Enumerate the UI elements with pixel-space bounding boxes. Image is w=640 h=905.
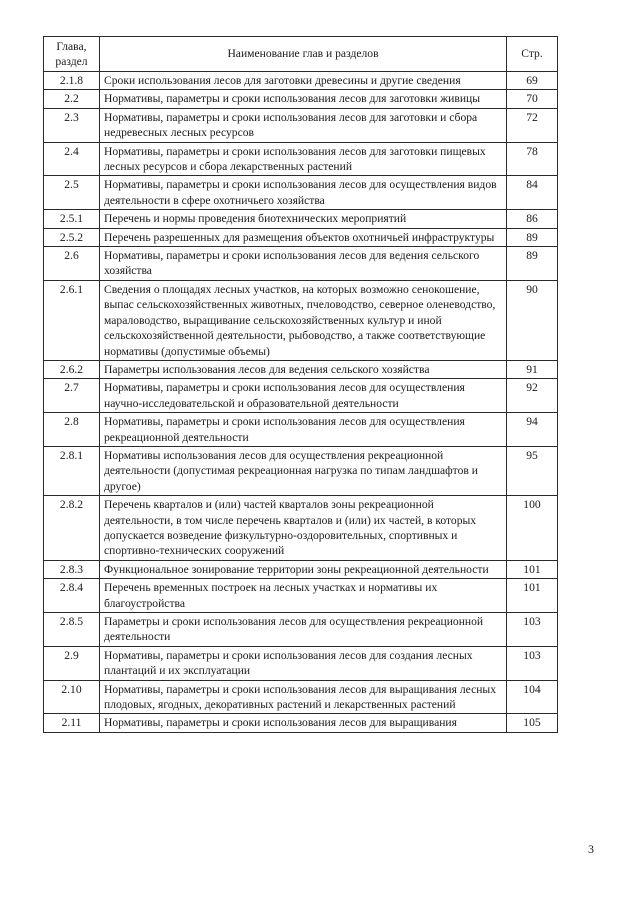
row-section-title: Нормативы, параметры и сроки использования лесов для создания лесных плантаций и их эксплуатации xyxy=(100,646,507,680)
row-section-number: 2.9 xyxy=(44,646,100,680)
row-section-number: 2.10 xyxy=(44,680,100,714)
row-section-title: Параметры и сроки использования лесов для осуществления рекреационной деятельности xyxy=(100,613,507,647)
row-page-number: 100 xyxy=(507,496,558,561)
row-section-title: Нормативы, параметры и сроки использования лесов для заготовки живицы xyxy=(100,90,507,108)
row-section-title: Нормативы, параметры и сроки использования лесов для заготовки и сбора недревесных лесных ресурсов xyxy=(100,108,507,142)
table-row xyxy=(44,446,558,495)
table-row xyxy=(44,379,558,413)
row-section-number: 2.6.1 xyxy=(44,280,100,360)
table-row xyxy=(44,579,558,613)
row-section-number: 2.5.1 xyxy=(44,210,100,228)
row-section-number: 2.8 xyxy=(44,413,100,447)
table-of-contents xyxy=(43,36,558,733)
row-page-number: 89 xyxy=(507,228,558,246)
row-page-number: 70 xyxy=(507,90,558,108)
header-page: Стр. xyxy=(507,37,558,72)
row-section-number: 2.5 xyxy=(44,176,100,210)
row-section-number: 2.4 xyxy=(44,142,100,176)
table-row xyxy=(44,176,558,210)
table-body xyxy=(44,72,558,733)
row-page-number: 104 xyxy=(507,680,558,714)
row-section-title: Нормативы использования лесов для осуществления рекреационной деятельности (допустимая рекреационная нагрузка по типам ландшафтов и другое) xyxy=(100,446,507,495)
row-section-title: Сведения о площадях лесных участков, на которых возможно сенокошение, выпас сельскохозяйственных животных, пчеловодство, северное оленеводство, мараловодство, выращивание сельскохозяйственных культур и иной сельскохозяйственной деятельности, рыбоводство, а также соответствующие нормативы (допустимые объемы) xyxy=(100,280,507,360)
row-section-number: 2.2 xyxy=(44,90,100,108)
row-section-number: 2.11 xyxy=(44,714,100,732)
row-page-number: 105 xyxy=(507,714,558,732)
table-row xyxy=(44,247,558,281)
row-section-number: 2.6.2 xyxy=(44,360,100,378)
row-section-title: Перечень временных построек на лесных участках и нормативы их благоустройства xyxy=(100,579,507,613)
row-page-number: 103 xyxy=(507,646,558,680)
table-row xyxy=(44,680,558,714)
row-section-title: Параметры использования лесов для ведения сельского хозяйства xyxy=(100,360,507,378)
table-row xyxy=(44,560,558,578)
table-row xyxy=(44,90,558,108)
row-page-number: 95 xyxy=(507,446,558,495)
row-section-title: Нормативы, параметры и сроки использования лесов для выращивания лесных плодовых, ягодных, декоративных растений и лекарственных растений xyxy=(100,680,507,714)
table-row xyxy=(44,280,558,360)
row-section-title: Перечень разрешенных для размещения объектов охотничьей инфраструктуры xyxy=(100,228,507,246)
row-page-number: 101 xyxy=(507,560,558,578)
table-row xyxy=(44,613,558,647)
table-row xyxy=(44,228,558,246)
row-section-number: 2.7 xyxy=(44,379,100,413)
row-page-number: 94 xyxy=(507,413,558,447)
row-section-number: 2.6 xyxy=(44,247,100,281)
row-page-number: 90 xyxy=(507,280,558,360)
row-section-number: 2.8.5 xyxy=(44,613,100,647)
table-row xyxy=(44,360,558,378)
row-section-title: Нормативы, параметры и сроки использования лесов для осуществления научно-исследовательской и образовательной деятельности xyxy=(100,379,507,413)
row-page-number: 72 xyxy=(507,108,558,142)
table-row xyxy=(44,646,558,680)
row-page-number: 101 xyxy=(507,579,558,613)
row-section-title: Функциональное зонирование территории зоны рекреационной деятельности xyxy=(100,560,507,578)
table-row xyxy=(44,72,558,90)
row-section-title: Перечень кварталов и (или) частей кварталов зоны рекреационной деятельности, в том числе перечень кварталов и (или) их частей, в которых допускается возведение физкультурно-оздоровительных, спортивных и спортивно-технических сооружений xyxy=(100,496,507,561)
header-title: Наименование глав и разделов xyxy=(100,37,507,72)
row-section-title: Нормативы, параметры и сроки использования лесов для выращивания xyxy=(100,714,507,732)
table-header-row xyxy=(44,37,558,72)
row-section-number: 2.8.3 xyxy=(44,560,100,578)
table-row xyxy=(44,714,558,732)
row-section-number: 2.1.8 xyxy=(44,72,100,90)
row-page-number: 91 xyxy=(507,360,558,378)
row-section-title: Сроки использования лесов для заготовки древесины и другие сведения xyxy=(100,72,507,90)
row-section-number: 2.8.4 xyxy=(44,579,100,613)
table-row xyxy=(44,108,558,142)
row-page-number: 78 xyxy=(507,142,558,176)
row-page-number: 92 xyxy=(507,379,558,413)
row-section-number: 2.8.2 xyxy=(44,496,100,561)
row-page-number: 89 xyxy=(507,247,558,281)
row-section-number: 2.3 xyxy=(44,108,100,142)
row-section-title: Нормативы, параметры и сроки использования лесов для осуществления рекреационной деятельности xyxy=(100,413,507,447)
row-section-title: Нормативы, параметры и сроки использования лесов для осуществления видов деятельности в сфере охотничьего хозяйства xyxy=(100,176,507,210)
table-row xyxy=(44,210,558,228)
table-row xyxy=(44,142,558,176)
row-section-title: Перечень и нормы проведения биотехнических мероприятий xyxy=(100,210,507,228)
table-row xyxy=(44,496,558,561)
row-page-number: 86 xyxy=(507,210,558,228)
row-section-number: 2.5.2 xyxy=(44,228,100,246)
row-page-number: 103 xyxy=(507,613,558,647)
row-section-title: Нормативы, параметры и сроки использования лесов для ведения сельского хозяйства xyxy=(100,247,507,281)
table-row xyxy=(44,413,558,447)
row-page-number: 84 xyxy=(507,176,558,210)
row-section-title: Нормативы, параметры и сроки использования лесов для заготовки пищевых лесных ресурсов и сбора лекарственных растений xyxy=(100,142,507,176)
page-number: 3 xyxy=(588,842,594,856)
row-section-number: 2.8.1 xyxy=(44,446,100,495)
row-page-number: 69 xyxy=(507,72,558,90)
header-chapter: Глава, раздел xyxy=(44,37,100,72)
